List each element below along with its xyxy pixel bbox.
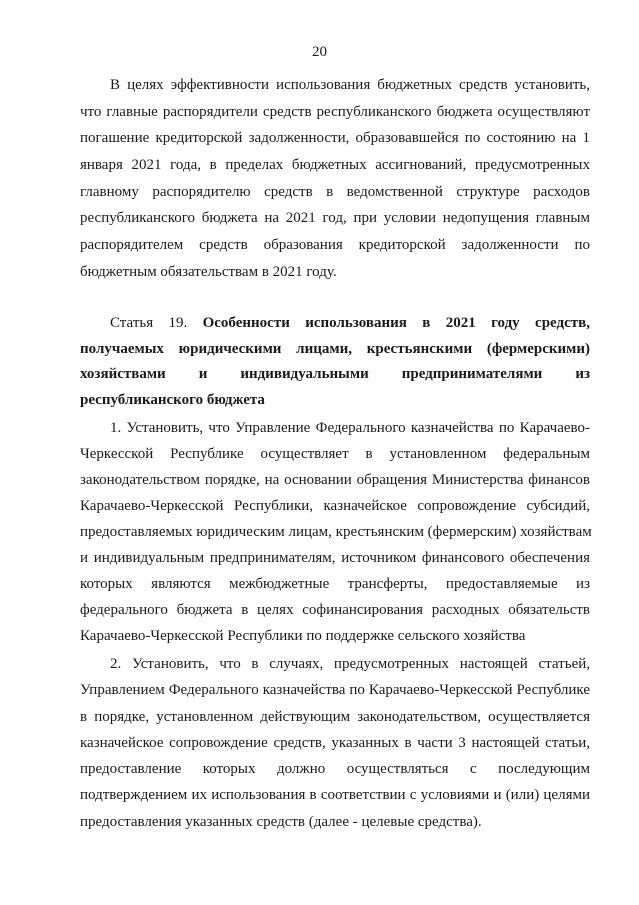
paragraph-line: В целях эффективности использования бюджетных средств установить, [110,77,590,93]
paragraph-line: 2. Установить, что в случаях, предусмотренных настоящей статьей, [110,656,590,672]
paragraph-part-1 [80,415,590,649]
paragraph-part-2 [80,651,590,835]
paragraph-line: бюджетным обязательствам в 2021 году. [80,263,337,280]
paragraph-line: предоставление которых должно осуществляться с последующим [80,761,590,778]
paragraph-line: казначейское сопровождение средств, указанных в части 3 настоящей статьи, [80,734,590,751]
article-heading [80,311,590,413]
paragraph-line: что главные распорядители средств республиканского бюджета осуществляют [80,103,590,120]
paragraph-line: главному распорядителю средств в ведомственной структуре расходов [80,183,590,200]
paragraph-line: подтверждением их использования в соответствии с условиями и (или) целями [80,787,590,804]
paragraph-line: 1. Установить, что Управление Федерального казначейства по Карачаево- [110,420,590,436]
article-title: Особенности использования в 2021 году средств, [202,315,590,331]
page-number: 20 [312,44,327,60]
paragraph-line: Карачаево-Черкесской Республики по поддержке сельского хозяйства [80,628,526,644]
article-number: Статья 19. [110,315,188,331]
paragraph-line: января 2021 года, в пределах бюджетных ассигнований, предусмотренных [80,157,590,174]
paragraph-line: и индивидуальным предпринимателям, источником финансового обеспечения [80,550,590,566]
paragraph-creditor-debt [80,72,590,286]
paragraph-line: Управлением Федерального казначейства по Карачаево-Черкесской Республике [80,682,590,699]
article-heading-line: республиканского бюджета [80,391,265,408]
paragraph-line: Карачаево-Черкесской Республики, казначейское сопровождение субсидий, [80,498,590,514]
paragraph-line: Черкесской Республике осуществляет в установленном федеральным [80,446,590,462]
article-heading-line: хозяйствами и индивидуальными предпринимателями из [80,366,590,382]
paragraph-line: предоставления указанных средств (далее - целевые средства). [80,813,482,830]
paragraph-line: погашение кредиторской задолженности, образовавшейся по состоянию на 1 [80,130,590,147]
paragraph-line: федерального бюджета в целях софинансирования расходных обязательств [80,602,590,618]
paragraph-line: республиканского бюджета на 2021 год, при условии недопущения главным [80,210,590,227]
paragraph-line: предоставляемых юридическим лицам, крестьянским (фермерским) хозяйствам [80,524,592,540]
article-heading-line [80,311,590,337]
article-heading-line: получаемых юридическими лицами, крестьянскими (фермерскими) [80,340,590,357]
paragraph-line: распорядителем средств образования кредиторской задолженности по [80,237,590,254]
paragraph-line: которых являются межбюджетные трансферты, предоставляемые из [80,576,590,592]
paragraph-line: в порядке, установленном действующим законодательством, осуществляется [80,708,590,725]
paragraph-line: законодательством порядке, на основании обращения Министерства финансов [80,472,590,488]
